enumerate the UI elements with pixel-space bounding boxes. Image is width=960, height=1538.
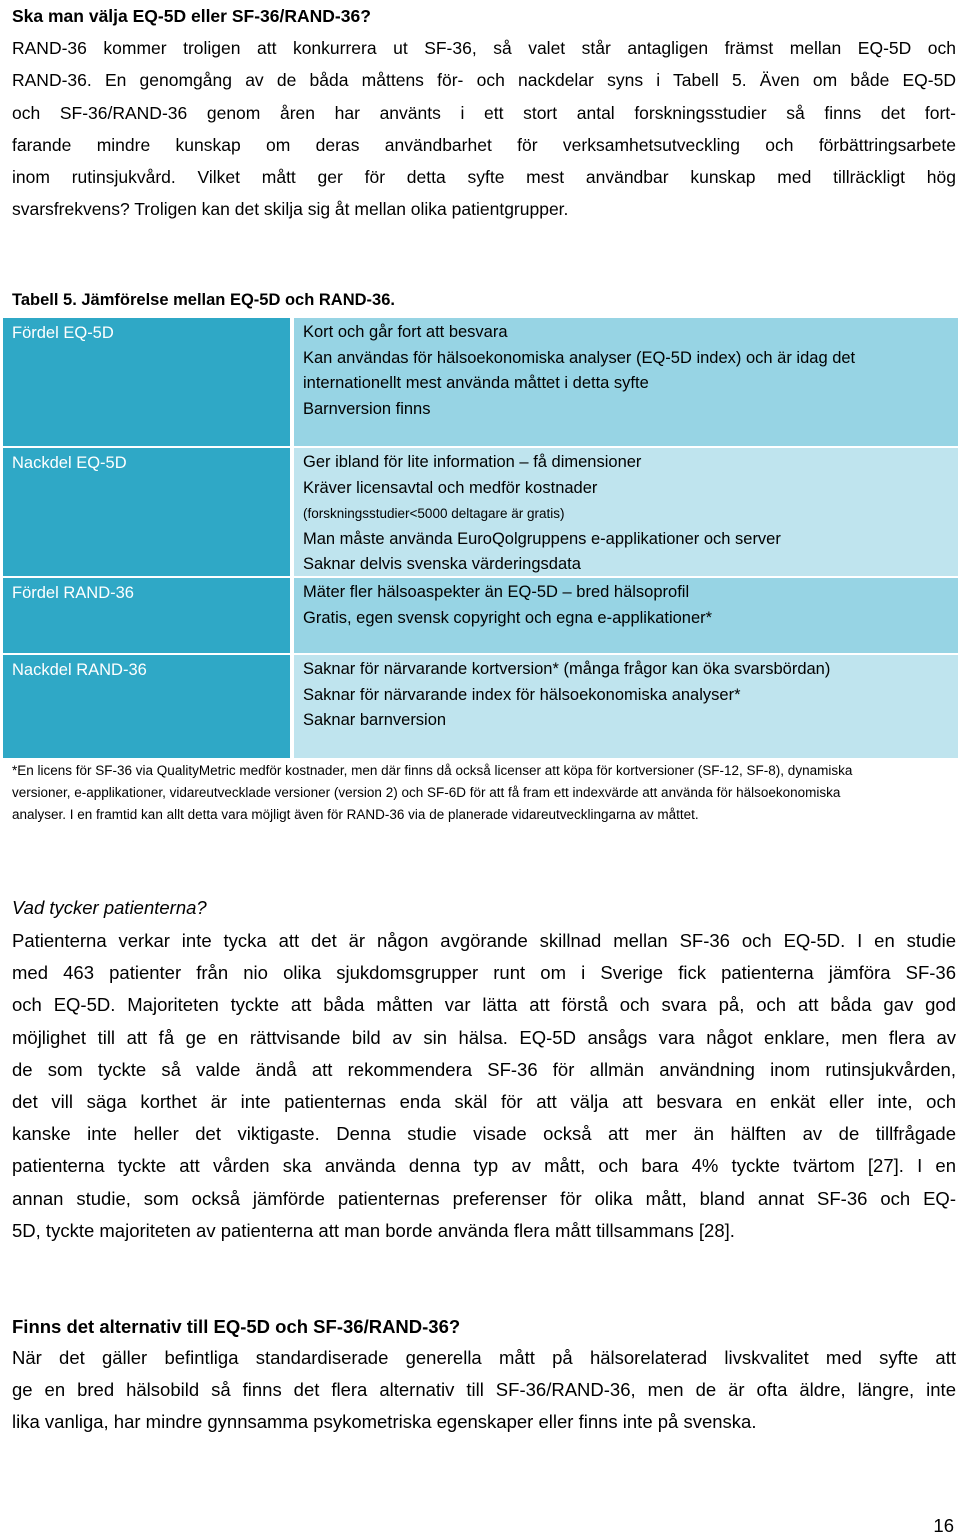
text-line: farande mindre kunskap om deras användbarhet för verksamhetsutveckling och förbättringsarbete bbox=[12, 134, 956, 155]
text-line: svarsfrekvens? Troligen kan det skilja sig åt mellan olika patientgrupper. bbox=[12, 199, 569, 220]
text-line: möjlighet till att få ge en rättvisande bild av sin hälsa. EQ-5D ansågs vara något enklare, men flera av bbox=[12, 1026, 956, 1048]
cell-line: Saknar delvis svenska värderingsdata bbox=[303, 555, 581, 573]
table-caption: Tabell 5. Jämförelse mellan EQ-5D och RAND-36. bbox=[12, 291, 395, 309]
subsection-heading-patienterna: Vad tycker patienterna? bbox=[12, 897, 207, 918]
text-line: RAND-36 kommer troligen att konkurrera ut SF-36, så valet står antagligen främst mellan EQ-5D och bbox=[12, 38, 956, 58]
text-line: 5D, tyckte majoriteten av patienterna att man borde använda flera mått tillsammans [28]. bbox=[12, 1219, 735, 1241]
text-line: lika vanliga, har mindre gynnsamma psykometriska egenskaper eller finns inte på svenska. bbox=[12, 1411, 757, 1433]
row-label-nackdel-eq5d: Nackdel EQ-5D bbox=[3, 448, 290, 576]
row-content-fordel-eq5d bbox=[294, 318, 958, 446]
text-line: det vill säga korthet är inte patienternas enda skäl för att välja att besvara en enkät eller inte, och bbox=[12, 1091, 956, 1113]
text-line: När det gäller befintliga standardiserade generella mått på hälsorelaterad livskvalitet med syfte att bbox=[12, 1347, 956, 1368]
row-content-nackdel-eq5d bbox=[294, 448, 958, 576]
text-line: patienterna tyckte att vården ska använda denna typ av mått, och bara 4% tyckte tvärtom [27]. I en bbox=[12, 1155, 956, 1177]
cell-line: Mäter fler hälsoaspekter än EQ-5D – bred hälsoprofil bbox=[303, 583, 690, 601]
cell-line: Barnversion finns bbox=[303, 399, 431, 418]
section-heading: Ska man välja EQ-5D eller SF-36/RAND-36? bbox=[12, 6, 371, 26]
cell-line: Gratis, egen svensk copyright och egna e-applikationer* bbox=[303, 608, 713, 627]
footnote-line: versioner, e-applikationer, vidareutvecklade versioner (version 2) och SF-6D för att få fram ett indexvärde att använda för hälsoekonomiska bbox=[12, 785, 841, 801]
footnote-line: *En licens för SF-36 via QualityMetric medför kostnader, men där finns då också licenser att köpa för kortversioner (SF-12, SF-8), dynamiska bbox=[12, 763, 853, 778]
cell-line: Saknar barnversion bbox=[303, 711, 447, 729]
row-content-fordel-rand36 bbox=[294, 578, 958, 653]
cell-line bbox=[303, 476, 949, 527]
text-line: kanske inte heller det viktigaste. Denna studie visade också att mer än hälften av de tillfrågade bbox=[12, 1123, 956, 1145]
text-line: inom rutinsjukvård. Vilket mått ger för detta syfte mest användbar kunskap med tillräckligt hög bbox=[12, 167, 956, 188]
row-label-fordel-eq5d: Fördel EQ-5D bbox=[3, 318, 290, 446]
cell-line: Kort och går fort att besvara bbox=[303, 323, 508, 341]
text-line: ge en bred hälsobild så finns det flera alternativ till SF-36/RAND-36, men de är ofta äldre, längre, inte bbox=[12, 1379, 956, 1401]
cell-note: (forskningsstudier<5000 deltagare är gratis) bbox=[303, 506, 565, 521]
cell-line: Ger ibland för lite information – få dimensioner bbox=[303, 453, 642, 471]
row-content-nackdel-rand36 bbox=[294, 655, 958, 758]
page-number: 16 bbox=[933, 1515, 954, 1536]
cell-line: Saknar för närvarande kortversion* (många frågor kan öka svarsbördan) bbox=[303, 660, 831, 678]
text-line: och SF-36/RAND-36 genom åren har använts i ett stort antal forskningsstudier så finns det fort- bbox=[12, 102, 956, 123]
comparison-table bbox=[3, 318, 958, 758]
cell-line-text: Kräver licensavtal och medför kostnader bbox=[303, 478, 598, 497]
cell-line: Kan användas för hälsoekonomiska analyser (EQ-5D index) och är idag det bbox=[303, 348, 856, 367]
row-label-nackdel-rand36: Nackdel RAND-36 bbox=[3, 655, 290, 758]
text-line: och EQ-5D. Majoriteten tyckte att båda måtten var lätta att förstå och svara på, och att båda gav god bbox=[12, 994, 956, 1016]
text-line: annan studie, som också jämförde patienternas preferenser för olika mått, bland annat SF-36 och EQ- bbox=[12, 1187, 956, 1209]
text-line: med 463 patienter från nio olika sjukdomsgrupper runt om i Sverige fick patienterna jämföra SF-36 bbox=[12, 962, 956, 984]
text-line: de som tyckte så valde ändå att rekommendera SF-36 för allmän användning inom rutinsjukvården, bbox=[12, 1058, 956, 1080]
text-line: Patienterna verkar inte tycka att det är någon avgörande skillnad mellan SF-36 och EQ-5D. I en studie bbox=[12, 930, 956, 951]
text-line: RAND-36. En genomgång av de båda måttens för- och nackdelar syns i Tabell 5. Även om både EQ-5D bbox=[12, 70, 956, 91]
row-label-fordel-rand36: Fördel RAND-36 bbox=[3, 578, 290, 653]
cell-line: Man måste använda EuroQolgruppens e-applikationer och server bbox=[303, 529, 781, 548]
subsection-heading-alternativ: Finns det alternativ till EQ-5D och SF-36/RAND-36? bbox=[12, 1316, 461, 1337]
intro-paragraph bbox=[12, 32, 956, 226]
cell-line: internationellt mest använda måttet i detta syfte bbox=[303, 374, 649, 392]
patients-paragraph bbox=[12, 925, 956, 1247]
footnote-line: analyser. I en framtid kan allt detta vara möjligt även för RAND-36 via de planerade vidareutvecklingarna av måttet. bbox=[12, 807, 699, 823]
table-footnote bbox=[12, 760, 958, 827]
cell-line: Saknar för närvarande index för hälsoekonomiska analyser* bbox=[303, 685, 741, 704]
alternatives-paragraph bbox=[12, 1342, 956, 1439]
